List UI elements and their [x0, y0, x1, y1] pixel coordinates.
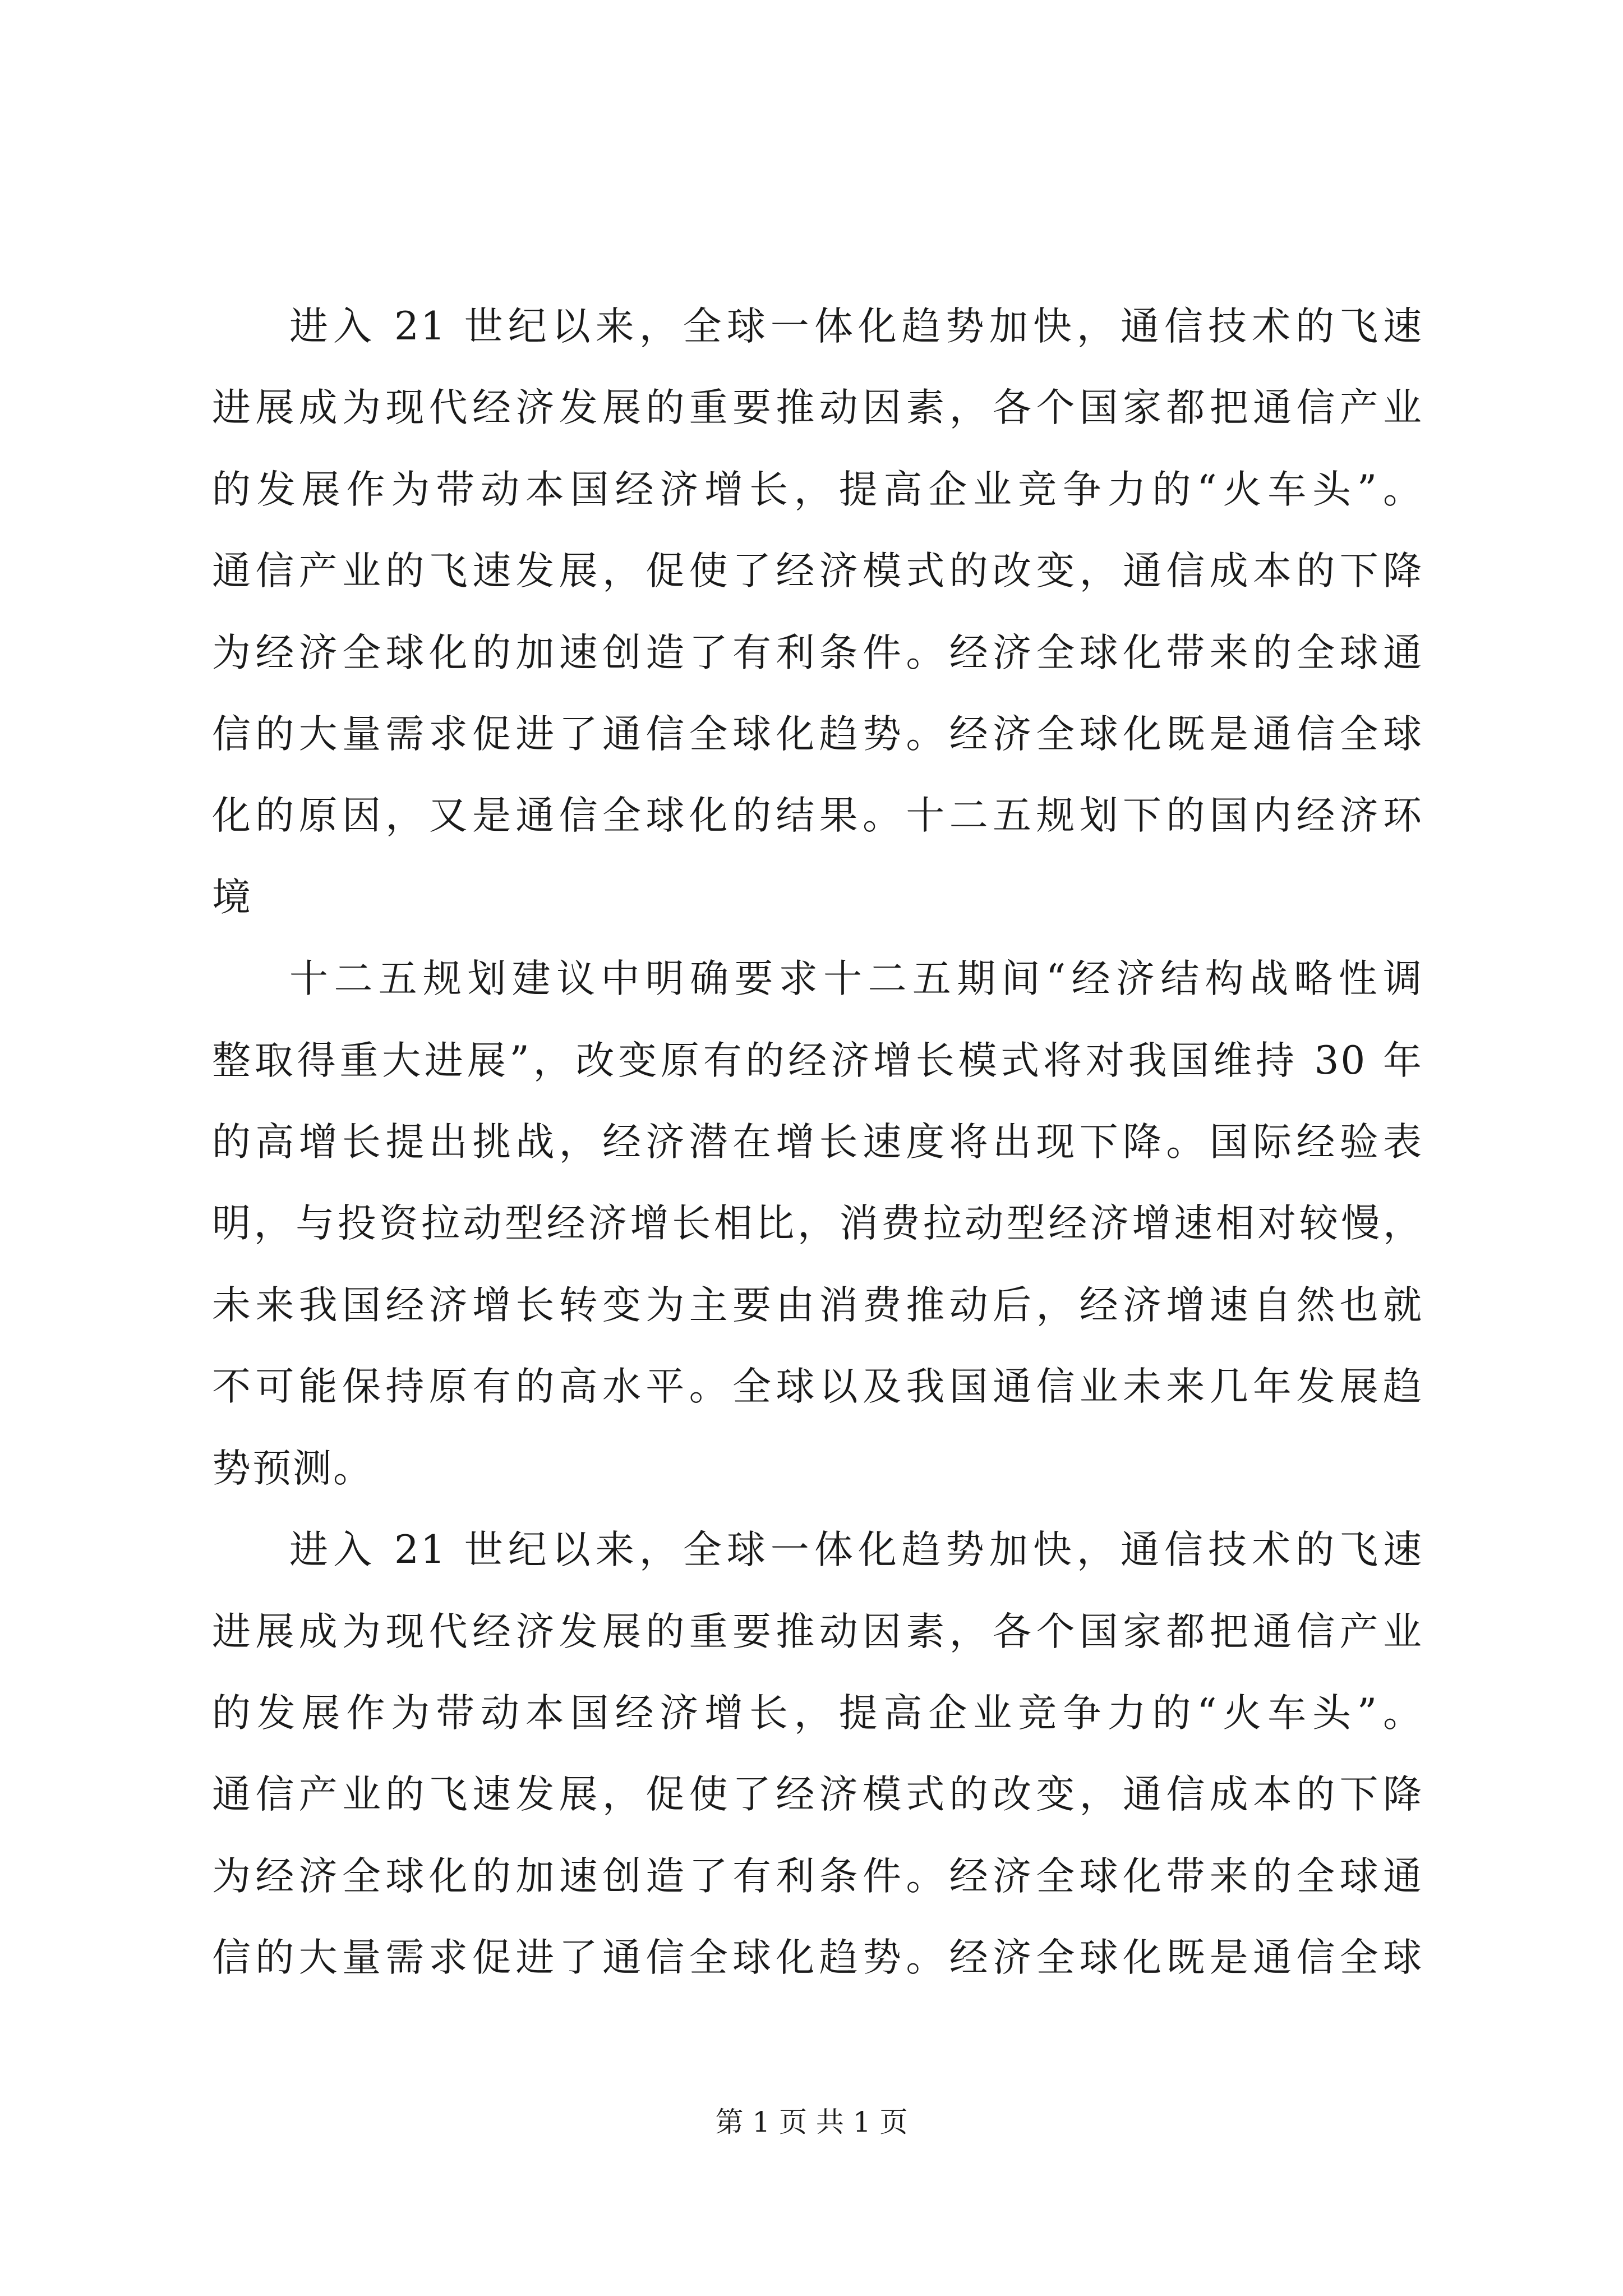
paragraph-line: 通信产业的飞速发展，促使了经济模式的改变，通信成本的下降: [212, 1772, 1423, 1818]
page-number-label: 第 1 页 共 1 页: [715, 2106, 908, 2138]
paragraph-line: 信的大量需求促进了通信全球化趋势。经济全球化既是通信全球: [212, 1935, 1423, 1981]
paragraph-line: 进展成为现代经济发展的重要推动因素，各个国家都把通信产业: [212, 1609, 1423, 1654]
paragraph-line: 进展成为现代经济发展的重要推动因素，各个国家都把通信产业: [212, 385, 1423, 431]
paragraph-line: 未来我国经济增长转变为主要由消费推动后，经济增速自然也就: [212, 1282, 1423, 1328]
paragraph-line: 不可能保持原有的高水平。全球以及我国通信业未来几年发展趋: [212, 1364, 1423, 1410]
paragraph-line: 十二五规划建议中明确要求十二五期间“经济结构战略性调: [289, 956, 1423, 1002]
paragraph-line: 信的大量需求促进了通信全球化趋势。经济全球化既是通信全球: [212, 712, 1423, 757]
paragraph-line: 为经济全球化的加速创造了有利条件。经济全球化带来的全球通: [212, 630, 1423, 675]
paragraph-line: 为经济全球化的加速创造了有利条件。经济全球化带来的全球通: [212, 1853, 1423, 1899]
paragraph-line: 的发展作为带动本国经济增长，提高企业竞争力的“火车头”。: [212, 467, 1423, 512]
paragraph-line: 进入 21 世纪以来，全球一体化趋势加快，通信技术的飞速: [289, 1527, 1423, 1573]
page-footer: [0, 2102, 1623, 2142]
paragraph-line: 进入 21 世纪以来，全球一体化趋势加快，通信技术的飞速: [289, 304, 1423, 349]
paragraph-line: 明，与投资拉动型经济增长相比，消费拉动型经济增速相对较慢，: [212, 1201, 1423, 1246]
paragraph-1: [212, 286, 1423, 938]
paragraph-3: [212, 1510, 1423, 1999]
paragraph-line: 势预测。: [212, 1446, 374, 1491]
document-body: [212, 286, 1423, 1999]
paragraph-line: 通信产业的飞速发展，促使了经济模式的改变，通信成本的下降: [212, 549, 1423, 594]
paragraph-line: 化的原因，又是通信全球化的结果。十二五规划下的国内经济环: [212, 793, 1423, 839]
paragraph-line: 的发展作为带动本国经济增长，提高企业竞争力的“火车头”。: [212, 1690, 1423, 1736]
paragraph-2: [212, 938, 1423, 1510]
paragraph-line: 境: [212, 875, 252, 920]
paragraph-line: 整取得重大进展”，改变原有的经济增长模式将对我国维持 30 年: [212, 1038, 1423, 1083]
paragraph-line: 的高增长提出挑战，经济潜在增长速度将出现下降。国际经验表: [212, 1120, 1423, 1165]
